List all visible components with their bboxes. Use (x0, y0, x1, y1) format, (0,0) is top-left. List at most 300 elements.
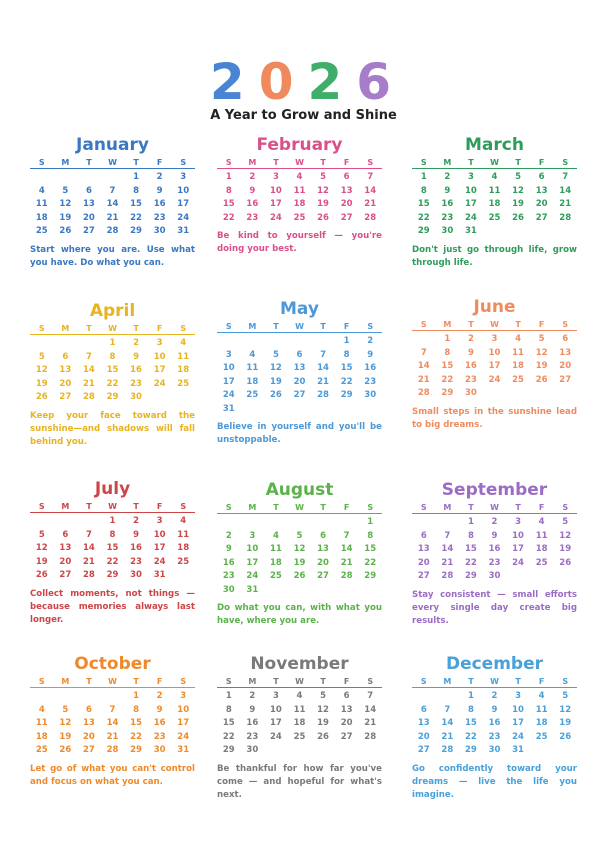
day-cell: 24 (488, 374, 501, 385)
day-cell: 26 (559, 731, 572, 742)
weekday-label: T (468, 320, 474, 329)
weekday-label: T (468, 677, 474, 686)
empty-cell (30, 691, 54, 705)
weekday-label: F (156, 324, 163, 333)
day-cell: 25 (535, 731, 548, 742)
day-cell: 4 (38, 704, 45, 715)
day-cell: 30 (441, 226, 454, 236)
weekday-label: M (248, 503, 257, 512)
day-cell: 21 (441, 731, 454, 742)
weekday-label: T (86, 502, 92, 511)
day-cell: 19 (35, 556, 48, 567)
day-cell: 12 (59, 718, 72, 728)
weekday-label: S (38, 324, 45, 333)
weekday-header (30, 677, 195, 687)
month-quote: Stay consistent — small efforts every single day create big results. (412, 589, 577, 626)
day-cell: 20 (535, 199, 548, 209)
divider (217, 513, 382, 514)
month-november (217, 653, 382, 802)
weekday-label: T (320, 503, 326, 512)
day-cell: 11 (270, 544, 282, 554)
weekday-header (217, 503, 382, 513)
day-cell: 16 (153, 199, 166, 209)
day-cell: 7 (85, 351, 92, 362)
day-cell: 19 (559, 544, 572, 554)
weekday-label: T (133, 502, 139, 511)
month-quote: Don't just go through life, grow through life. (412, 244, 577, 268)
day-cell: 7 (109, 704, 116, 715)
day-cell: 2 (133, 338, 140, 348)
weekday-label: M (248, 322, 257, 331)
day-cell: 28 (83, 570, 95, 580)
day-cell: 13 (340, 185, 353, 196)
day-cell: 21 (106, 731, 119, 742)
empty-cell (264, 336, 288, 350)
month-quote: Be kind to yourself — you're doing your best. (217, 231, 382, 254)
day-cell: 7 (85, 529, 92, 540)
day-cell: 24 (465, 212, 477, 223)
divider (30, 687, 195, 688)
day-cell: 28 (83, 392, 95, 402)
day-cell: 26 (512, 212, 524, 223)
weekday-label: T (320, 677, 326, 686)
month-july (30, 478, 195, 627)
day-cell: 29 (441, 388, 454, 398)
empty-cell (241, 336, 265, 350)
day-cell: 4 (538, 517, 545, 527)
weekday-label: T (273, 677, 279, 686)
day-cell: 9 (156, 185, 163, 196)
day-cell: 15 (465, 544, 477, 554)
day-cell: 10 (512, 530, 524, 541)
day-cell: 3 (467, 172, 474, 182)
month-january (30, 134, 195, 270)
day-cell: 29 (130, 226, 142, 236)
weekday-label: F (538, 503, 545, 512)
day-cell: 30 (153, 226, 166, 236)
day-cell: 23 (130, 556, 142, 567)
day-cell: 4 (491, 172, 498, 182)
weekday-label: W (108, 677, 117, 686)
day-cell: 29 (340, 390, 353, 400)
day-cell: 11 (535, 530, 548, 541)
day-cell: 16 (222, 557, 235, 568)
empty-cell (77, 691, 101, 705)
day-cell: 18 (177, 543, 190, 553)
weekday-label: S (225, 322, 232, 331)
day-cell: 27 (293, 390, 306, 400)
weekday-label: M (248, 158, 257, 167)
day-cell: 10 (177, 185, 190, 196)
day-cell: 20 (417, 557, 430, 568)
day-cell: 27 (59, 570, 72, 580)
day-cell: 5 (38, 351, 45, 362)
day-cell: 29 (106, 570, 119, 580)
day-cell: 17 (465, 199, 477, 209)
weekday-label: T (515, 503, 521, 512)
day-cell: 15 (222, 199, 235, 209)
day-cell: 14 (83, 543, 95, 553)
day-cell: 6 (296, 349, 303, 360)
weekday-label: W (490, 320, 499, 329)
month-quote: Be thankful for how far you've come — and hopeful for what's next. (217, 763, 382, 800)
day-cell: 12 (559, 530, 572, 541)
empty-cell (412, 334, 436, 348)
day-cell: 31 (246, 584, 259, 595)
weekday-label: T (273, 158, 279, 167)
weekday-label: M (61, 502, 70, 511)
month-june (412, 296, 577, 432)
day-cell: 20 (293, 376, 306, 387)
month-title: March (465, 135, 524, 155)
day-grid (217, 172, 382, 226)
day-cell: 20 (59, 556, 72, 567)
day-cell: 9 (156, 704, 163, 715)
day-cell: 28 (364, 731, 377, 742)
day-cell: 30 (364, 390, 377, 400)
day-cell: 7 (367, 172, 374, 182)
day-cell: 31 (177, 226, 190, 236)
day-cell: 28 (559, 212, 572, 223)
weekday-label: W (490, 158, 499, 167)
day-cell: 13 (559, 347, 572, 358)
day-cell: 10 (270, 704, 282, 715)
day-cell: 11 (488, 185, 501, 196)
year-title (0, 54, 607, 110)
day-cell: 8 (133, 185, 140, 196)
day-cell: 28 (106, 745, 119, 755)
empty-cell (101, 691, 125, 705)
day-cell: 27 (317, 571, 329, 581)
day-cell: 27 (417, 571, 430, 581)
day-cell: 28 (441, 745, 454, 755)
day-cell: 7 (444, 530, 451, 541)
empty-cell (30, 172, 54, 186)
day-cell: 21 (364, 199, 377, 209)
day-cell: 29 (364, 571, 377, 581)
day-cell: 17 (270, 718, 282, 728)
day-cell: 3 (515, 517, 522, 527)
day-cell: 11 (177, 351, 190, 362)
weekday-header (412, 503, 577, 513)
day-cell: 4 (38, 185, 45, 196)
day-cell: 1 (133, 691, 140, 701)
day-cell: 17 (512, 718, 524, 728)
month-title: January (76, 135, 149, 155)
weekday-label: F (343, 158, 350, 167)
day-cell: 13 (417, 544, 430, 554)
day-cell: 24 (177, 212, 190, 223)
day-cell: 16 (488, 544, 501, 554)
day-cell: 30 (222, 584, 235, 595)
empty-cell (436, 691, 460, 705)
day-cell: 19 (559, 718, 572, 728)
empty-cell (436, 517, 460, 531)
day-cell: 9 (491, 704, 498, 715)
month-march (412, 134, 577, 270)
month-quote: Start where you are. Use what you have. Do what you can. (30, 244, 195, 268)
day-cell: 20 (83, 212, 95, 223)
day-cell: 3 (249, 530, 256, 541)
day-cell: 19 (512, 199, 524, 209)
day-cell: 2 (249, 172, 256, 182)
weekday-label: W (490, 503, 499, 512)
day-grid (412, 334, 577, 402)
empty-cell (288, 336, 312, 350)
weekday-label: T (86, 677, 92, 686)
day-cell: 18 (35, 731, 48, 742)
month-quote: Let go of what you can't control and focus on what you can. (30, 763, 195, 787)
day-cell: 7 (420, 347, 427, 358)
day-cell: 17 (270, 199, 282, 209)
day-cell: 22 (417, 212, 430, 223)
divider (30, 334, 195, 335)
month-title: July (94, 479, 131, 499)
weekday-label: S (562, 158, 569, 167)
month-title: November (250, 654, 349, 674)
day-cell: 14 (106, 718, 119, 728)
month-title: December (445, 654, 544, 674)
empty-cell (217, 517, 241, 531)
day-cell: 1 (109, 338, 116, 348)
day-cell: 26 (317, 212, 329, 223)
day-cell: 13 (417, 718, 430, 728)
empty-cell (412, 691, 436, 705)
weekday-header (30, 158, 195, 168)
day-cell: 5 (62, 185, 69, 196)
day-cell: 22 (130, 731, 142, 742)
day-cell: 4 (538, 691, 545, 701)
weekday-label: W (295, 503, 304, 512)
day-cell: 19 (270, 376, 282, 387)
day-cell: 7 (367, 691, 374, 701)
day-cell: 7 (320, 349, 327, 360)
month-september (412, 479, 577, 628)
month-quote: Believe in yourself and you'll be unstoppable. (217, 422, 382, 445)
day-cell: 4 (249, 349, 256, 360)
day-cell: 17 (246, 557, 259, 568)
day-cell: 5 (38, 529, 45, 540)
day-cell: 29 (130, 745, 142, 755)
day-cell: 16 (465, 361, 477, 371)
day-cell: 8 (467, 530, 474, 541)
day-cell: 16 (246, 718, 259, 728)
day-cell: 7 (109, 185, 116, 196)
day-cell: 10 (246, 544, 259, 554)
day-cell: 22 (106, 378, 119, 389)
day-grid (217, 691, 382, 759)
day-cell: 16 (130, 543, 142, 553)
month-quote: Go confidently toward your dreams — live the life you imagine. (412, 763, 577, 800)
day-cell: 28 (106, 226, 119, 236)
day-cell: 6 (538, 172, 545, 182)
weekday-label: S (180, 677, 187, 686)
day-cell: 6 (320, 530, 327, 541)
weekday-label: W (108, 324, 117, 333)
day-cell: 6 (420, 530, 427, 541)
month-december (412, 653, 577, 802)
weekday-label: T (133, 324, 139, 333)
weekday-label: T (133, 677, 139, 686)
day-cell: 12 (35, 365, 48, 375)
weekday-label: S (420, 320, 427, 329)
day-cell: 27 (83, 226, 95, 236)
day-cell: 20 (317, 557, 329, 568)
day-cell: 25 (293, 212, 306, 223)
day-cell: 2 (133, 516, 140, 526)
day-cell: 6 (562, 334, 569, 344)
weekday-label: S (38, 677, 45, 686)
year-digit: 2 (307, 53, 349, 111)
day-cell: 5 (320, 172, 327, 182)
day-cell: 7 (444, 704, 451, 715)
day-cell: 6 (343, 691, 350, 701)
day-cell: 20 (340, 718, 353, 728)
day-cell: 16 (153, 718, 166, 728)
day-cell: 12 (535, 347, 548, 358)
empty-cell (241, 517, 265, 531)
weekday-label: F (343, 503, 350, 512)
empty-cell (54, 691, 78, 705)
day-cell: 14 (559, 185, 572, 196)
weekday-label: S (367, 158, 374, 167)
day-cell: 1 (225, 691, 232, 701)
empty-cell (217, 336, 241, 350)
day-cell: 21 (340, 557, 353, 568)
day-cell: 5 (62, 704, 69, 715)
day-cell: 19 (535, 361, 548, 371)
weekday-label: W (490, 677, 499, 686)
day-cell: 6 (62, 351, 69, 362)
day-cell: 13 (83, 199, 95, 209)
day-cell: 29 (417, 226, 430, 236)
day-cell: 23 (130, 378, 142, 389)
empty-cell (101, 172, 125, 186)
day-cell: 3 (180, 172, 187, 182)
weekday-label: S (367, 677, 374, 686)
day-cell: 8 (109, 351, 116, 362)
day-cell: 12 (512, 185, 524, 196)
day-cell: 14 (441, 718, 454, 728)
day-cell: 15 (106, 365, 119, 375)
day-cell: 8 (225, 704, 232, 715)
day-cell: 1 (444, 334, 451, 344)
day-cell: 9 (249, 704, 256, 715)
day-cell: 27 (340, 212, 353, 223)
day-cell: 17 (177, 199, 190, 209)
weekday-label: F (538, 158, 545, 167)
weekday-label: T (320, 322, 326, 331)
day-cell: 9 (491, 530, 498, 541)
day-cell: 26 (293, 571, 306, 581)
day-cell: 23 (153, 212, 166, 223)
day-cell: 15 (130, 718, 142, 728)
day-cell: 25 (488, 212, 501, 223)
weekday-label: M (61, 677, 70, 686)
day-cell: 9 (444, 185, 451, 196)
weekday-label: M (443, 320, 452, 329)
day-cell: 25 (246, 390, 259, 400)
day-cell: 22 (465, 557, 477, 568)
day-cell: 28 (364, 212, 377, 223)
weekday-label: T (86, 324, 92, 333)
day-grid (412, 172, 577, 240)
weekday-label: T (515, 677, 521, 686)
empty-cell (54, 338, 78, 352)
day-cell: 1 (467, 517, 474, 527)
divider (217, 168, 382, 169)
month-quote: Collect moments, not things — because memories always last longer. (30, 588, 195, 625)
day-cell: 16 (364, 363, 377, 373)
divider (412, 513, 577, 514)
month-quote: Small steps in the sunshine lead to big dreams. (412, 406, 577, 430)
day-cell: 8 (367, 530, 374, 541)
day-cell: 11 (512, 347, 524, 358)
day-cell: 1 (133, 172, 140, 182)
day-cell: 15 (465, 718, 477, 728)
day-cell: 23 (488, 731, 501, 742)
day-cell: 5 (562, 517, 569, 527)
day-cell: 12 (317, 185, 329, 196)
day-cell: 16 (441, 199, 454, 209)
weekday-label: M (443, 503, 452, 512)
day-cell: 11 (535, 704, 548, 715)
day-cell: 2 (491, 517, 498, 527)
day-cell: 12 (35, 543, 48, 553)
day-cell: 13 (59, 543, 72, 553)
divider (412, 330, 577, 331)
day-cell: 6 (85, 704, 92, 715)
day-cell: 18 (270, 557, 282, 568)
day-cell: 25 (177, 378, 190, 389)
day-grid (217, 517, 382, 598)
day-cell: 13 (83, 718, 95, 728)
day-cell: 31 (222, 403, 235, 414)
day-cell: 3 (156, 516, 163, 526)
weekday-label: S (180, 324, 187, 333)
day-cell: 24 (246, 571, 259, 581)
day-cell: 22 (106, 556, 119, 567)
divider (217, 687, 382, 688)
day-cell: 10 (270, 185, 282, 196)
month-title: June (473, 297, 516, 317)
divider (217, 332, 382, 333)
month-title: August (265, 480, 334, 500)
weekday-label: F (156, 158, 163, 167)
day-cell: 30 (246, 745, 259, 755)
day-cell: 26 (559, 557, 572, 568)
day-cell: 15 (340, 363, 353, 373)
weekday-label: T (320, 158, 326, 167)
weekday-header (412, 158, 577, 168)
day-cell: 8 (109, 529, 116, 540)
weekday-label: S (38, 158, 45, 167)
day-cell: 1 (225, 172, 232, 182)
month-august (217, 479, 382, 628)
day-cell: 28 (317, 390, 329, 400)
month-title: October (74, 654, 151, 674)
day-cell: 19 (59, 731, 72, 742)
day-cell: 30 (130, 392, 142, 402)
weekday-label: F (538, 320, 545, 329)
empty-cell (412, 517, 436, 531)
day-cell: 11 (293, 185, 306, 196)
day-cell: 31 (153, 570, 166, 580)
day-cell: 19 (59, 212, 72, 223)
day-cell: 3 (491, 334, 498, 344)
day-cell: 28 (417, 388, 430, 398)
day-cell: 3 (272, 691, 279, 701)
